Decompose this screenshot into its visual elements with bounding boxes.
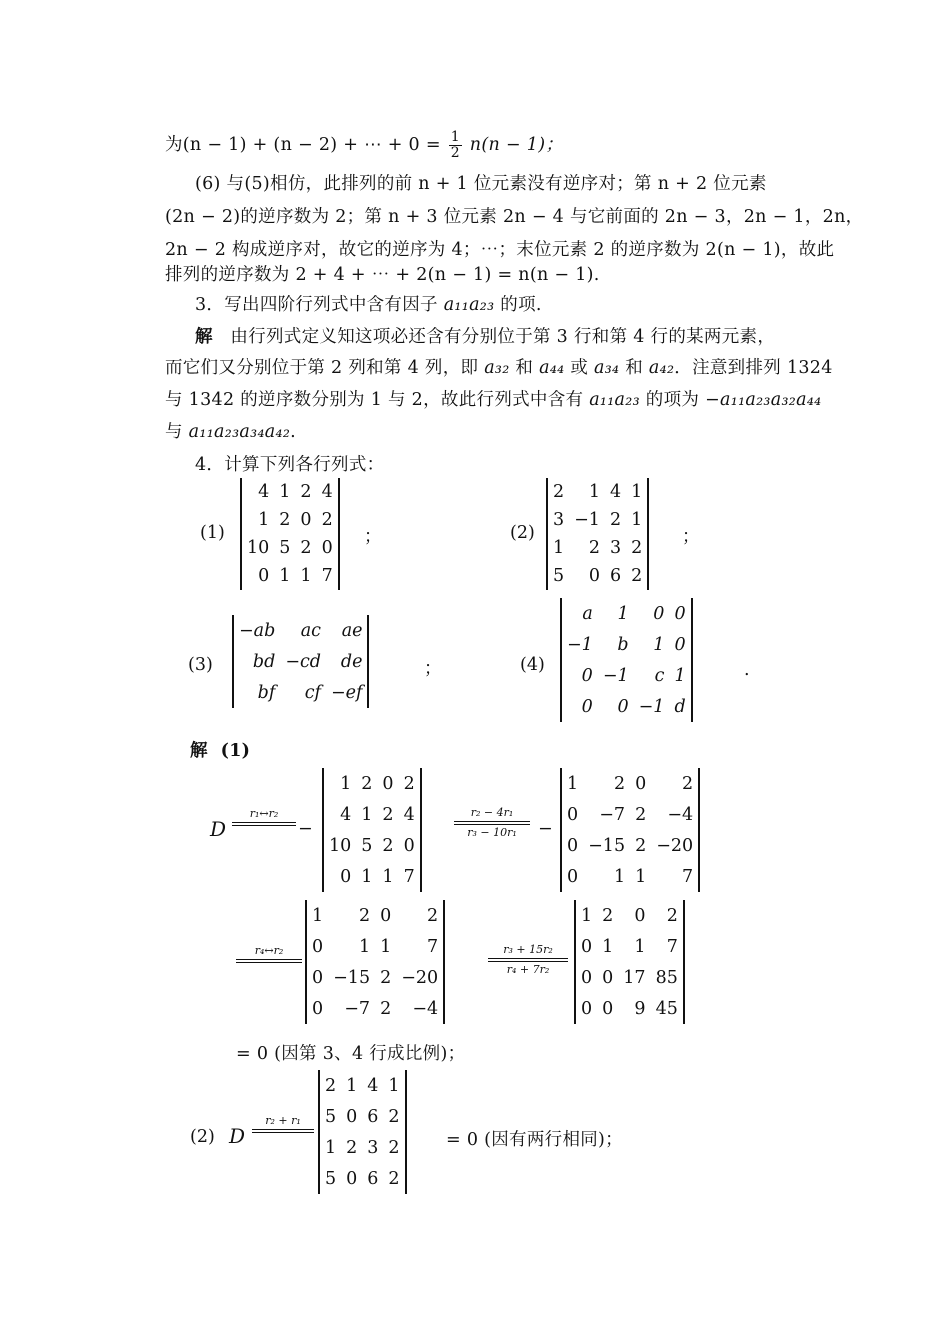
matrix-cell: 17 <box>623 967 646 988</box>
matrix-cell: 5 <box>553 566 565 586</box>
step-determinant-4 <box>574 900 685 1024</box>
matrix-cell: −ab <box>239 620 276 641</box>
matrix-cell: 1 <box>674 665 686 686</box>
matrix-cell: 0 <box>567 835 579 856</box>
matrix-cell: 9 <box>634 998 646 1019</box>
op5-label: r₂ + r₁ <box>265 1114 301 1127</box>
matrix-cell: 7 <box>666 936 678 957</box>
matrix-cell: −15 <box>588 835 626 856</box>
matrix-cell: 6 <box>609 566 622 586</box>
term-2: a₁₁a₂₃a₃₄a₄₂ <box>188 422 291 442</box>
matrix-cell: 10 <box>247 538 270 558</box>
matrix-cell: 0 <box>382 773 394 794</box>
matrix-cell: 2 <box>361 773 373 794</box>
matrix-cell: 4 <box>258 482 270 502</box>
matrix-cell: 2 <box>553 482 565 502</box>
matrix-cell: 0 <box>581 936 593 957</box>
matrix-cell: 4 <box>367 1075 379 1096</box>
minus-sign-2: − <box>538 819 553 839</box>
matrix-cell: 0 <box>581 665 593 686</box>
matrix-cell: 1 <box>588 482 600 502</box>
matrix-cell: 5 <box>325 1168 337 1189</box>
matrix-cell: 0 <box>258 566 270 586</box>
matrix-row <box>562 830 698 861</box>
matrix-cell: 0 <box>581 998 593 1019</box>
matrix-cell: 6 <box>367 1106 379 1127</box>
matrix-cell: 0 <box>312 936 324 957</box>
matrix-cell: 1 <box>300 566 312 586</box>
p6-line-2: (2n − 2)的逆序数为 2；第 n + 3 位元素 2n − 4 与它前面的 2n − 3，2n − 1，2n， <box>165 207 864 227</box>
matrix-row <box>576 900 683 931</box>
op-swap-r4-r2 <box>236 945 302 965</box>
matrix-cell: bd <box>252 651 276 672</box>
matrix-row <box>562 799 698 830</box>
matrix-row <box>307 900 443 931</box>
matrix-cell: 3 <box>553 510 565 530</box>
matrix-cell: 4 <box>321 482 333 502</box>
sym-a32: a₃₂ <box>484 358 510 378</box>
matrix-cell: 85 <box>655 967 678 988</box>
matrix-row <box>234 677 367 708</box>
matrix-row <box>324 799 420 830</box>
matrix-cell: 4 <box>403 804 415 825</box>
matrix-row <box>324 830 420 861</box>
matrix-cell: 0 <box>588 566 600 586</box>
matrix-cell: 2 <box>382 835 394 856</box>
determinant-1 <box>240 478 340 590</box>
matrix-cell: 2 <box>382 804 394 825</box>
matrix-row <box>242 562 338 590</box>
determinant-3 <box>232 615 369 708</box>
sol3-or: 或 <box>564 358 594 378</box>
matrix-cell: 0 <box>380 905 392 926</box>
matrix-cell: 1 <box>380 936 392 957</box>
matrix-cell: −1 <box>574 510 600 530</box>
fraction-numerator: 1 <box>450 129 460 145</box>
matrix-cell: 1 <box>553 538 565 558</box>
sol3-and-1: 和 <box>509 358 540 378</box>
matrix-row <box>576 931 683 962</box>
matrix-cell: −4 <box>667 804 694 825</box>
matrix-cell: 1 <box>631 510 643 530</box>
matrix-cell: −7 <box>599 804 626 825</box>
matrix-cell: 1 <box>388 1075 400 1096</box>
result-2: = 0 (因有两行相同)； <box>446 1130 623 1150</box>
matrix-cell: 2 <box>682 773 694 794</box>
matrix-cell: 2 <box>279 510 291 530</box>
matrix-row <box>307 931 443 962</box>
sym-a34: a₃₄ <box>594 358 620 378</box>
label-part-4: (4) <box>520 655 545 675</box>
matrix-cell: 0 <box>581 696 593 717</box>
q3-text-end: 的项. <box>494 295 542 315</box>
op4-bot: r₄ + 7r₂ <box>506 963 550 976</box>
matrix-row <box>562 660 691 691</box>
solution-label: 解 <box>195 327 213 347</box>
matrix-cell: −cd <box>285 651 321 672</box>
matrix-cell: 1 <box>358 936 371 957</box>
matrix-cell: 0 <box>346 1106 358 1127</box>
matrix-cell: −15 <box>333 967 371 988</box>
matrix-cell: 2 <box>613 773 626 794</box>
matrix-cell: 2 <box>635 804 647 825</box>
sol3-and-2: 和 <box>619 358 649 378</box>
matrix-row <box>548 478 647 506</box>
q3-text: 3．写出四阶行列式中含有因子 <box>195 295 444 315</box>
matrix-cell: −7 <box>344 998 371 1019</box>
semicolon-1: ； <box>364 527 382 547</box>
matrix-row <box>242 506 338 534</box>
matrix-cell: 45 <box>655 998 678 1019</box>
matrix-cell: 0 <box>312 998 324 1019</box>
matrix-cell: 1 <box>635 866 647 887</box>
op-r3-r4 <box>488 944 568 976</box>
matrix-cell: 0 <box>300 510 312 530</box>
matrix-row <box>562 629 691 660</box>
q3-factor: a₁₁a₂₃ <box>443 295 495 315</box>
matrix-cell: 2 <box>635 835 647 856</box>
step-determinant-5 <box>318 1070 407 1194</box>
op-r2-plus-r1 <box>252 1115 314 1135</box>
line-inversion-sum <box>165 130 563 161</box>
matrix-cell: 1 <box>382 866 394 887</box>
matrix-cell: −20 <box>656 835 694 856</box>
matrix-cell: bf <box>257 682 276 703</box>
matrix-row <box>548 534 647 562</box>
sol3-l2-post: ．注意到排列 1324 <box>674 358 833 378</box>
period: . <box>744 660 750 680</box>
matrix-cell: 3 <box>609 538 622 558</box>
sym-a42: a₄₂ <box>648 358 675 378</box>
matrix-row <box>562 598 691 629</box>
matrix-cell: 1 <box>613 866 626 887</box>
matrix-cell: 2 <box>609 510 622 530</box>
matrix-cell: 1 <box>361 804 373 825</box>
p6-line-1: (6) 与(5)相仿，此排列的前 n + 1 位元素没有逆序对；第 n + 2 位元素 <box>195 174 767 194</box>
matrix-cell: 5 <box>279 538 291 558</box>
matrix-cell: c <box>654 665 665 686</box>
matrix-cell: 7 <box>427 936 439 957</box>
op-swap-r1-r2 <box>232 808 296 828</box>
symbol-D: D <box>210 817 227 841</box>
matrix-cell: 4 <box>340 804 352 825</box>
matrix-cell: 0 <box>581 967 593 988</box>
matrix-cell: 2 <box>388 1137 400 1158</box>
matrix-cell: 6 <box>367 1168 379 1189</box>
p6-line-3: 2n − 2 构成逆序对，故它的逆序为 4；⋯；末位元素 2 的逆序数为 2(n − 1)，故此 <box>165 240 835 260</box>
solution-4-heading <box>190 737 250 762</box>
matrix-cell: ac <box>300 620 321 641</box>
sol3-l2-pre: 而它们又分别位于第 2 列和第 4 列，即 <box>165 358 485 378</box>
matrix-cell: 0 <box>346 1168 358 1189</box>
matrix-row <box>320 1101 405 1132</box>
matrix-cell: 1 <box>634 936 646 957</box>
matrix-row <box>562 861 698 892</box>
matrix-cell: 2 <box>588 538 600 558</box>
matrix-cell: 1 <box>312 905 324 926</box>
label-part-2-solution: (2) <box>190 1127 215 1147</box>
matrix-cell: 2 <box>666 905 678 926</box>
matrix-row <box>562 691 691 722</box>
question-3 <box>195 291 542 316</box>
matrix-row <box>320 1070 405 1101</box>
matrix-cell: 2 <box>300 538 312 558</box>
sol3-l4-post: . <box>290 422 297 442</box>
matrix-cell: 7 <box>403 866 415 887</box>
matrix-cell: 2 <box>325 1075 337 1096</box>
matrix-cell: 1 <box>346 1075 358 1096</box>
matrix-row <box>320 1163 405 1194</box>
semicolon-2: ； <box>682 527 700 547</box>
semicolon-3: ； <box>424 659 442 679</box>
sol3-l3-pre: 与 1342 的逆序数分别为 1 与 2，故此行列式中含有 <box>165 390 590 410</box>
op2-top: r₂ − 4r₁ <box>470 806 514 819</box>
matrix-cell: 0 <box>602 967 614 988</box>
matrix-cell: de <box>340 651 363 672</box>
matrix-cell: 0 <box>635 773 647 794</box>
result-1: = 0 (因第 3、4 行成比例)； <box>236 1044 466 1064</box>
matrix-cell: 0 <box>634 905 646 926</box>
matrix-cell: ae <box>341 620 363 641</box>
matrix-cell: 7 <box>682 866 694 887</box>
fraction-denominator: 2 <box>450 145 460 161</box>
matrix-row <box>242 534 338 562</box>
matrix-cell: a <box>582 603 593 624</box>
symbol-D-2: D <box>229 1124 246 1148</box>
matrix-cell: 0 <box>340 866 352 887</box>
term-1: a₁₁a₂₃a₃₂a₄₄ <box>720 390 822 410</box>
matrix-cell: −1 <box>602 665 629 686</box>
matrix-cell: d <box>674 696 686 717</box>
matrix-cell: 1 <box>325 1137 337 1158</box>
matrix-cell: 2 <box>380 967 392 988</box>
matrix-cell: 3 <box>367 1137 379 1158</box>
op1-label: r₁↔r₂ <box>249 807 279 820</box>
matrix-cell: b <box>617 634 629 655</box>
matrix-cell: 2 <box>388 1106 400 1127</box>
matrix-cell: −1 <box>567 634 593 655</box>
matrix-row <box>562 768 698 799</box>
sym-a44: a₄₄ <box>539 358 565 378</box>
solution-3-line-2 <box>165 354 833 379</box>
matrix-cell: 1 <box>653 634 665 655</box>
matrix-cell: 2 <box>602 905 614 926</box>
p6-line-4: 排列的逆序数为 2 + 4 + ⋯ + 2(n − 1) = n(n − 1). <box>165 265 600 285</box>
matrix-cell: cf <box>304 682 321 703</box>
matrix-cell: 0 <box>674 634 686 655</box>
matrix-row <box>320 1132 405 1163</box>
matrix-cell: 1 <box>340 773 352 794</box>
step-determinant-2 <box>560 768 700 892</box>
matrix-row <box>242 478 338 506</box>
matrix-cell: 2 <box>346 1137 358 1158</box>
matrix-cell: 2 <box>427 905 439 926</box>
question-4: 4．计算下列各行列式： <box>195 455 385 475</box>
matrix-cell: 2 <box>358 905 371 926</box>
sym-a11a23: a₁₁a₂₃ <box>589 390 640 410</box>
label-part-2: (2) <box>510 523 535 543</box>
matrix-cell: 0 <box>567 804 579 825</box>
matrix-cell: 5 <box>361 835 373 856</box>
op3-label: r₄↔r₂ <box>254 944 284 957</box>
line1-tail: n(n − 1)； <box>469 135 564 155</box>
fraction-one-half <box>449 130 462 161</box>
matrix-cell: 1 <box>567 773 579 794</box>
matrix-cell: 0 <box>617 696 629 717</box>
matrix-cell: 2 <box>380 998 392 1019</box>
solution-3-line-3 <box>165 386 821 411</box>
label-part-3: (3) <box>188 655 213 675</box>
matrix-cell: 0 <box>312 967 324 988</box>
matrix-cell: 1 <box>631 482 643 502</box>
sol3-l4-pre: 与 <box>165 422 189 442</box>
sol3-text-1: 由行列式定义知这项必还含有分别位于第 3 行和第 4 行的某两元素， <box>230 327 776 347</box>
matrix-cell: 10 <box>329 835 352 856</box>
matrix-cell: 7 <box>321 566 333 586</box>
solution-3-line-4 <box>165 418 296 443</box>
matrix-row <box>548 562 647 590</box>
matrix-cell: 2 <box>403 773 415 794</box>
matrix-row <box>307 993 443 1024</box>
matrix-cell: 0 <box>403 835 415 856</box>
matrix-cell: 2 <box>631 538 643 558</box>
matrix-cell: 5 <box>325 1106 337 1127</box>
op-r2-r3 <box>454 807 530 839</box>
solution-3-line-1 <box>195 323 775 348</box>
minus-sign-1: − <box>298 819 313 839</box>
matrix-cell: 4 <box>609 482 622 502</box>
line1-text: 为(n − 1) + (n − 2) + ⋯ + 0 = <box>165 135 441 155</box>
matrix-row <box>234 646 367 677</box>
label-part-1: (1) <box>200 523 225 543</box>
matrix-cell: 1 <box>279 566 291 586</box>
matrix-cell: 0 <box>674 603 686 624</box>
matrix-row <box>324 768 420 799</box>
determinant-4 <box>560 598 693 722</box>
matrix-cell: 1 <box>581 905 593 926</box>
matrix-cell: 1 <box>617 603 629 624</box>
matrix-cell: 2 <box>388 1168 400 1189</box>
matrix-cell: 0 <box>567 866 579 887</box>
solution4-part: (1) <box>220 741 251 761</box>
solution4-label: 解 <box>190 741 208 761</box>
matrix-cell: 2 <box>300 482 312 502</box>
matrix-cell: −20 <box>401 967 439 988</box>
sol3-l3-mid: 的项为 − <box>639 390 721 410</box>
matrix-cell: 0 <box>602 998 614 1019</box>
matrix-cell: 0 <box>653 603 665 624</box>
matrix-cell: 1 <box>361 866 373 887</box>
op4-top: r₃ + 15r₂ <box>503 943 553 956</box>
op2-bot: r₃ − 10r₁ <box>467 826 517 839</box>
step-determinant-3 <box>305 900 445 1024</box>
matrix-row <box>324 861 420 892</box>
matrix-row <box>576 962 683 993</box>
step-determinant-1 <box>322 768 422 892</box>
matrix-cell: −4 <box>412 998 439 1019</box>
matrix-row <box>576 993 683 1024</box>
determinant-2 <box>546 478 649 590</box>
matrix-cell: 2 <box>321 510 333 530</box>
matrix-row <box>307 962 443 993</box>
matrix-cell: 2 <box>631 566 643 586</box>
matrix-cell: 1 <box>258 510 270 530</box>
matrix-row <box>548 506 647 534</box>
matrix-cell: −1 <box>638 696 665 717</box>
matrix-cell: 1 <box>279 482 291 502</box>
matrix-cell: 0 <box>321 538 333 558</box>
matrix-cell: −ef <box>330 682 363 703</box>
matrix-cell: 1 <box>602 936 614 957</box>
matrix-row <box>234 615 367 646</box>
